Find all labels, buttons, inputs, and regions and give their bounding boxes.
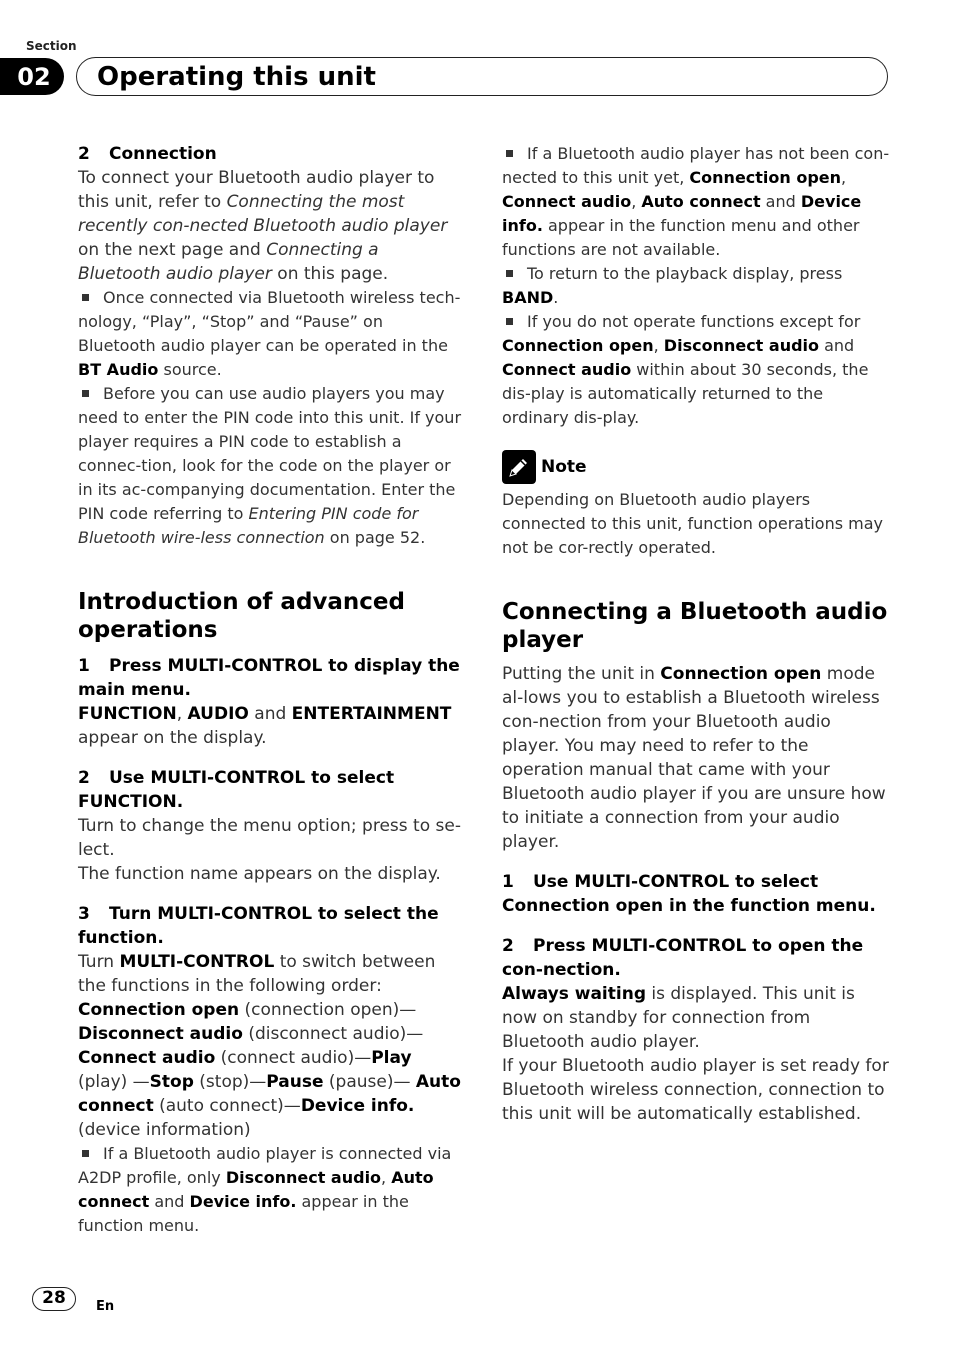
connecting-heading: Connecting a Bluetooth audio player [502,599,888,653]
advanced-operations-heading: Introduction of advanced operations [78,589,405,643]
bullet-square-icon [506,150,513,157]
step-1: 1 Use MULTI-CONTROL to select Connection open in the function menu. [502,872,876,916]
note-header: Note [502,450,890,484]
connection-paragraph: To connect your Bluetooth audio player to this unit, refer to Connecting the most recently con-nected Bluetooth audio player on the next page and Connecting a Bluetooth audio player on this page. [78,168,448,284]
page-title: Operating this unit [76,57,888,96]
pencil-note-icon [502,450,536,484]
step-2-text: Always waiting is displayed. This unit is now on standby for connection from Bluetooth audio player. [502,984,855,1052]
bullet-item: If you do not operate functions except for Connection open, Disconnect audio and Connect audio within about 30 seconds, the dis-play is automatically returned to the ordinary dis-play. [502,312,869,427]
step-2-text: If your Bluetooth audio player is set ready for Bluetooth wireless connection, connection to this unit will be automatically established. [502,1056,889,1124]
bullet-item: Before you can use audio players you may need to enter the PIN code into this unit. If your player requires a PIN code to establish a connec-tion, look for the code on the player or in its ac-companying documentation. Enter the PIN code referring to Entering PIN code for Bluetooth wire-less connection on page 52. [78,384,462,547]
page-number: 28 [32,1287,76,1311]
bullet-item: Once connected via Bluetooth wireless tech-nology, “Play”, “Stop” and “Pause” on Bluetooth audio player can be operated in the BT Audio source. [78,288,461,379]
note-text: Depending on Bluetooth audio players connected to this unit, function operations may not be cor-rectly operated. [502,490,884,557]
step-2-text: Turn to change the menu option; press to se-lect. [78,816,461,860]
step-3: 3 Turn MULTI-CONTROL to select the function. [78,904,439,948]
bullet-item: To return to the playback display, press BAND. [502,264,843,307]
right-column [502,142,890,1126]
step-2: 2 Press MULTI-CONTROL to open the con-nection. [502,936,864,980]
bullet-square-icon [82,390,89,397]
bullet-square-icon [82,294,89,301]
bullet-item: If a Bluetooth audio player is connected via A2DP profile, only Disconnect audio, Auto connect and Device info. appear in the function menu. [78,1144,452,1235]
bullet-square-icon [506,318,513,325]
section-number: 02 [0,58,64,95]
language-label: En [96,1299,115,1314]
connecting-paragraph: Putting the unit in Connection open mode al-lows you to establish a Bluetooth wireless con-nection from your Bluetooth audio player. You may need to refer to the operation manual that came with your Bluetooth audio player if you are unsure how to initiate a connection from your audio player. [502,664,886,852]
step-2-text: The function name appears on the display. [78,864,441,884]
section-label: Section [26,39,77,53]
step-connection: 2 Connection [78,144,217,164]
left-column [78,142,462,1238]
bullet-square-icon [506,270,513,277]
bullet-square-icon [82,1150,89,1157]
step-3-text: Turn MULTI-CONTROL to switch between the functions in the following order: [78,952,436,996]
step-2: 2 Use MULTI-CONTROL to select FUNCTION. [78,768,395,812]
step-1-text: FUNCTION, AUDIO and ENTERTAINMENT appear on the display. [78,704,452,748]
step-1: 1 Press MULTI-CONTROL to display the main menu. [78,656,460,700]
bullet-item: If a Bluetooth audio player has not been con-nected to this unit yet, Connection open, Connect audio, Auto connect and Device info. appear in the function menu and other functions are not available. [502,144,890,259]
function-order: Connection open (connection open)— Disconnect audio (disconnect audio)— Connect audio (connect audio)—Play (play) —Stop (stop)—Pause (pause)— Auto connect (auto connect)—Device info. (device information) [78,1000,461,1140]
